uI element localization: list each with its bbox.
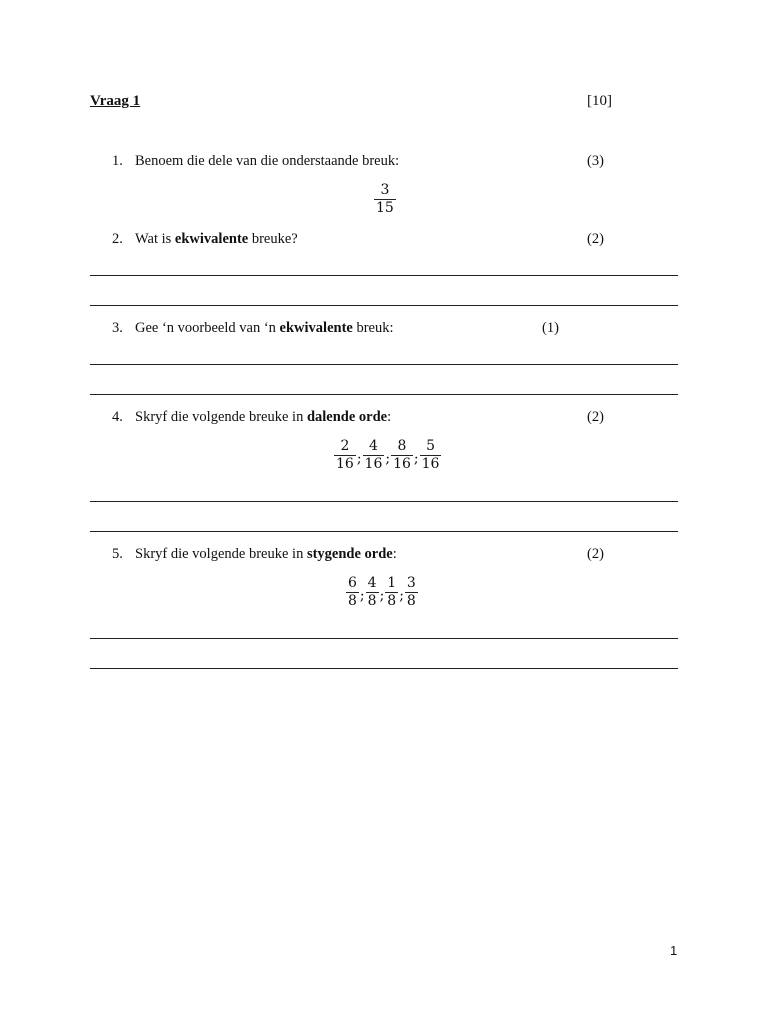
fraction — [405, 575, 418, 610]
fraction-separator: ; — [379, 587, 385, 604]
fraction-denominator: 8 — [367, 593, 377, 609]
fraction — [385, 575, 398, 610]
fraction-separator: ; — [413, 450, 419, 467]
question-text-segment: : — [387, 409, 392, 425]
fraction-denominator: 16 — [336, 456, 354, 472]
total-marks: [10] — [587, 93, 612, 109]
fraction-numerator: 3 — [406, 575, 416, 591]
question-text-segment: Skryf die volgende breuke in — [135, 546, 307, 562]
fraction — [420, 438, 442, 473]
fraction — [363, 438, 385, 473]
question-text — [135, 546, 397, 562]
question-2-marks: (2) — [587, 231, 604, 247]
question-number: 3. — [112, 320, 123, 336]
fraction-denominator: 8 — [387, 593, 397, 609]
question-4 — [112, 409, 391, 426]
answer-line[interactable] — [90, 275, 678, 276]
answer-line[interactable] — [90, 668, 678, 669]
question-5-marks: (2) — [587, 546, 604, 562]
fraction-numerator: 4 — [367, 575, 377, 591]
fraction — [374, 182, 396, 217]
fraction-group-3 — [346, 575, 418, 610]
fraction — [366, 575, 379, 610]
question-1-marks: (3) — [587, 153, 604, 169]
fraction — [391, 438, 413, 473]
question-text-bold: dalende orde — [306, 409, 388, 425]
question-4-marks: (2) — [587, 409, 604, 425]
question-text — [135, 320, 394, 336]
answer-line[interactable] — [90, 394, 678, 395]
answer-line[interactable] — [90, 364, 678, 365]
answer-line[interactable] — [90, 638, 678, 639]
question-2 — [112, 231, 298, 248]
question-number: 2. — [112, 231, 123, 247]
question-number: 1. — [112, 153, 123, 169]
question-3-marks: (1) — [542, 320, 559, 336]
question-title: Vraag 1 — [90, 93, 141, 109]
question-text-bold: ekwivalente — [279, 320, 353, 336]
question-text-segment: Benoem die dele van die onderstaande breuk: — [135, 153, 400, 169]
question-1 — [112, 153, 399, 170]
fraction-denominator: 8 — [348, 593, 357, 609]
answer-line[interactable] — [90, 501, 678, 502]
fraction-separator: ; — [399, 587, 404, 604]
fraction-denominator: 16 — [393, 456, 411, 472]
question-text — [135, 153, 399, 169]
question-number: 5. — [112, 546, 123, 562]
question-number: 4. — [112, 409, 123, 425]
fraction-separator: ; — [356, 450, 362, 467]
fraction — [334, 438, 356, 473]
fraction-numerator: 3 — [380, 182, 390, 198]
fraction-numerator: 4 — [369, 438, 378, 454]
fraction-group-2 — [334, 438, 441, 473]
fraction-numerator: 5 — [426, 438, 436, 454]
question-text-segment: : — [392, 546, 397, 562]
question-text-segment: Skryf die volgende breuke in — [135, 409, 307, 425]
fraction-numerator: 2 — [340, 438, 350, 454]
fraction-group-1 — [374, 182, 396, 217]
fraction-numerator: 6 — [348, 575, 357, 591]
fraction-denominator: 16 — [421, 456, 440, 472]
question-text-segment: breuk: — [352, 320, 394, 336]
fraction-separator: ; — [385, 450, 391, 467]
question-text-bold: ekwivalente — [174, 231, 249, 247]
question-text-segment: Wat is — [135, 231, 175, 247]
fraction-numerator: 1 — [387, 575, 397, 591]
question-text-segment: Gee ‘n voorbeeld van ‘n — [135, 320, 280, 336]
question-5 — [112, 546, 397, 563]
question-3 — [112, 320, 394, 337]
fraction-denominator: 8 — [406, 593, 416, 609]
page-number: 1 — [670, 943, 678, 958]
answer-line[interactable] — [90, 531, 678, 532]
fraction-denominator: 15 — [376, 200, 394, 216]
question-text — [135, 409, 391, 425]
fraction-denominator: 16 — [364, 456, 383, 472]
fraction-numerator: 8 — [397, 438, 407, 454]
question-text — [135, 231, 298, 247]
answer-line[interactable] — [90, 305, 678, 306]
fraction-separator: ; — [359, 587, 365, 604]
question-text-bold: stygende orde — [306, 546, 393, 562]
question-text-segment: breuke? — [248, 231, 298, 247]
fraction — [346, 575, 359, 610]
